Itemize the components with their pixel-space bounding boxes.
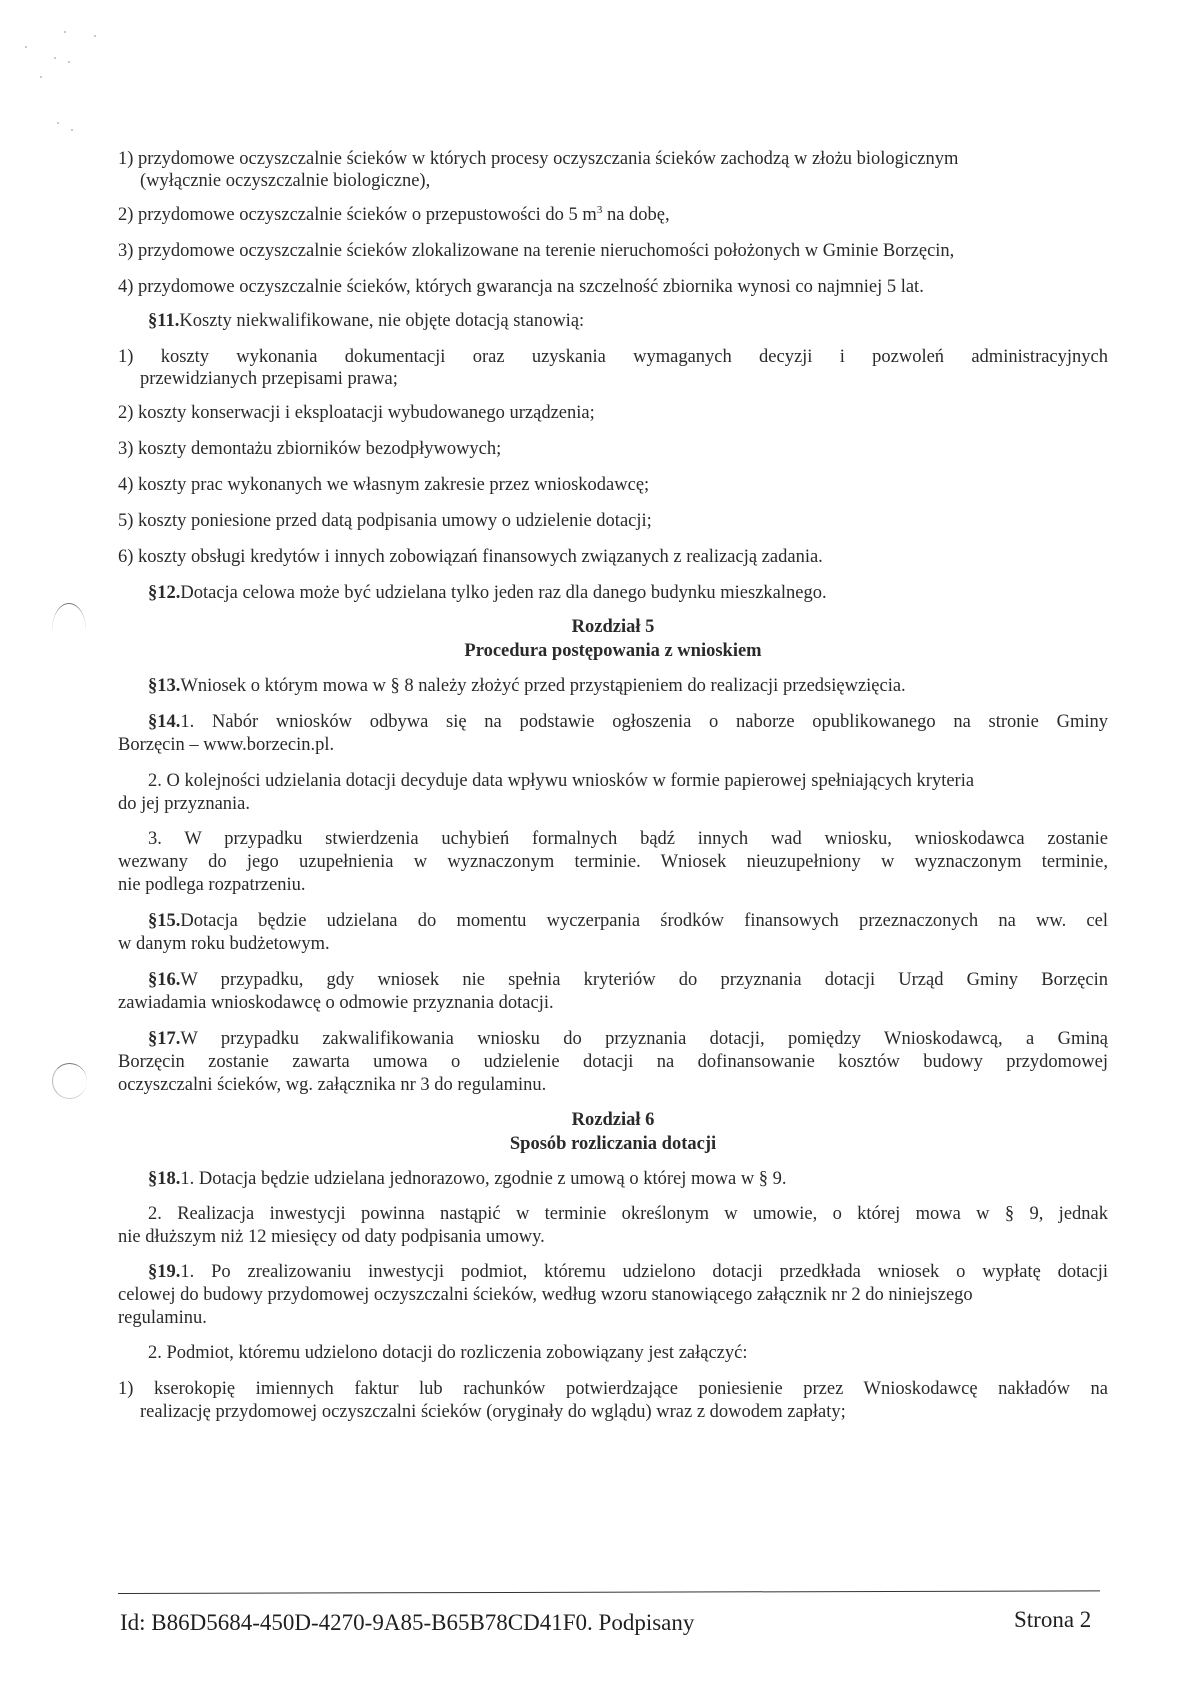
list-item: 1) przydomowe oczyszczalnie ścieków w których procesy oczyszczania ścieków zachodzą w złożu biologicznym xyxy=(118,149,959,169)
list-item: 1) koszty wykonania dokumentacji oraz uzyskania wymaganych decyzji i pozwoleń administracyjnych xyxy=(118,347,1108,367)
chapter-5-subtitle: Procedura postępowania z wnioskiem xyxy=(464,641,762,661)
punch-hole-mark xyxy=(52,1063,87,1099)
document-id: Id: B86D5684-450D-4270-9A85-B65B78CD41F0. Podpisany xyxy=(120,1610,695,1635)
paragraph-mark: §17. xyxy=(148,1029,181,1049)
list-item: 5) koszty poniesione przed datą podpisania umowy o udzielenie dotacji; xyxy=(118,511,652,531)
chapter-5-title: Rozdział 5 xyxy=(571,617,655,637)
list-item-continuation: przewidzianych przepisami prawa; xyxy=(140,369,398,389)
paragraph-mark: §18. xyxy=(148,1169,181,1189)
list-item: 2) koszty konserwacji i eksploatacji wybudowanego urządzenia; xyxy=(118,403,595,423)
list-item: 3) przydomowe oczyszczalnie ścieków zlokalizowane na terenie nieruchomości położonych w Gminie Borzęcin, xyxy=(118,241,955,261)
paragraph-mark: §11. xyxy=(148,311,180,331)
scan-noise xyxy=(0,0,150,160)
list-item: 2) przydomowe oczyszczalnie ścieków o przepustowości do 5 $m^3$ na dobę, xyxy=(118,204,670,225)
chapter-6-title: Rozdział 6 xyxy=(571,1110,655,1130)
paragraph-mark: §12. xyxy=(148,583,181,603)
list-item: 1) kserokopię imiennych faktur lub rachunków potwierdzające poniesienie przez Wnioskodawcę nakładów na xyxy=(118,1379,1108,1399)
paragraph-mark: §15. xyxy=(148,911,181,931)
paragraph-13: §13.Wniosek o którym mowa w § 8 należy złożyć przed przystąpieniem do realizacji przedsięwzięcia. xyxy=(148,676,906,696)
punch-hole-mark xyxy=(52,603,86,630)
paragraph-mark: §16. xyxy=(148,970,181,990)
list-item: 6) koszty obsługi kredytów i innych zobowiązań finansowych związanych z realizacją zadania. xyxy=(118,547,823,567)
list-item-continuation: (wyłącznie oczyszczalnie biologiczne), xyxy=(140,171,431,191)
list-item: 4) koszty prac wykonanych we własnym zakresie przez wnioskodawcę; xyxy=(118,475,650,495)
paragraph-mark: §19. xyxy=(148,1262,181,1282)
document-page: 1) przydomowe oczyszczalnie ścieków w których procesy oczyszczania ścieków zachodzą w złożu biologicznym (wyłącznie oczyszczalnie biologiczne), 2) przydomowe oczyszczalnie ścieków o przepustowości do 5 $m^3$ na dobę, 3) przydomowe oczyszczalnie ścieków zlokalizowane na terenie nieruchomości położonych w Gminie Borzęcin, 4) przydomowe oczyszczalnie ścieków, których gwarancja na szczelność zbiornika wynosi co najmniej 5 lat. §11.Koszty niekwalifikowane, nie objęte dotacją stanowią: 1) koszty wykonania dokumentacji oraz uzyskania wymaganych decyzji i pozwoleń administracyjnych przewidzianych przepisami prawa; 2) koszty konserwacji i eksploatacji wybudowanego urządzenia; 3) koszty demontażu zbiorników bezodpływowych; 4) koszty prac wykonanych we własnym zakresie przez wnioskodawcę; 5) koszty poniesione przed datą podpisania umowy o udzielenie dotacji; 6) koszty obsługi kredytów i innych zobowiązań finansowych związanych z realizacją zadania. §12.Dotacja celowa może być udzielana tylko jeden raz dla danego budynku mieszkalnego. Rozdział 5 Procedura postępowania z wnioskiem §13.Wniosek o którym mowa w § 8 należy złożyć przed przystąpieniem do realizacji przedsięwzięcia. §14.1. Nabór wniosków odbywa się na podstawie ogłoszenia o naborze opublikowanego na stronie Gminy Borzęcin – www.borzecin.pl. 2. O kolejności udzielania dotacji decyduje data wpływu wniosków w formie papierowej spełniających kryteria do jej przyznania. 3. W przypadku stwierdzenia uchybień formalnych bądź innych wad wniosku, wnioskodawca zostanie wezwany do jego uzupełnienia w wyznaczonym terminie. Wniosek nieuzupełniony w wyznaczonym terminie, nie podlega rozpatrzeniu. §15.Dotacja będzie udzielana do momentu wyczerpania środków finansowych przeznaczonych na ww. cel w danym roku budżetowym. §16.W przypadku, gdy wniosek nie spełnia kryteriów do przyznania dotacji Urząd Gminy Borzęcin zawiadamia wnioskodawcę o odmowie przyznania dotacji. §17.W przypadku zakwalifikowania wniosku do przyznania dotacji, pomiędzy Wnioskodawcą, a Gminą Borzęcin zostanie zawarta umowa o udzielenie dotacji na dofinansowanie kosztów budowy przydomowej oczyszczalni ścieków, wg. załącznika nr 3 do regulaminu. Rozdział 6 Sposób rozliczania dotacji §18.1. Dotacja będzie udzielana jednorazowo, zgodnie z umową o której mowa w § 9. 2. Realizacja inwestycji powinna nastąpić w terminie określonym w umowie, o której mowa w § 9, jednak nie dłuższym niż 12 miesięcy od daty podpisania umowy. §19.1. Po zrealizowaniu inwestycji podmiot, któremu udzielono dotacji przedkłada wniosek o wypłatę dotacji celowej do budowy przydomowej oczyszczalni ścieków, według wzoru stanowiącego załącznik nr 2 do niniejszego regulaminu. 2. Podmiot, któremu udzielono dotacji do rozliczenia zobowiązany jest załączyć: 1) kserokopię imiennych faktur lub rachunków potwierdzające poniesienie przez Wnioskodawcę nakładów na realizację przydomowej oczyszczalni ścieków (oryginały do wglądu) wraz z dowodem zapłaty; Id: B86D5684-450D-4270-9A85-B65B78CD41F0. Podpisany Strona 2 xyxy=(0,0,1200,1697)
footer-divider xyxy=(118,1590,1100,1594)
paragraph-mark: §14. xyxy=(148,712,181,732)
list-item: 4) przydomowe oczyszczalnie ścieków, których gwarancja na szczelność zbiornika wynosi co najmniej 5 lat. xyxy=(118,277,924,297)
page-number: Strona 2 xyxy=(1014,1607,1092,1632)
paragraph-12: §12.Dotacja celowa może być udzielana tylko jeden raz dla danego budynku mieszkalnego. xyxy=(148,583,827,603)
paragraph-mark: §13. xyxy=(148,676,181,696)
list-item-continuation: realizację przydomowej oczyszczalni ścieków (oryginały do wglądu) wraz z dowodem zapłaty; xyxy=(140,1402,846,1422)
chapter-6-subtitle: Sposób rozliczania dotacji xyxy=(509,1134,717,1154)
list-item: 3) koszty demontażu zbiorników bezodpływowych; xyxy=(118,439,502,459)
